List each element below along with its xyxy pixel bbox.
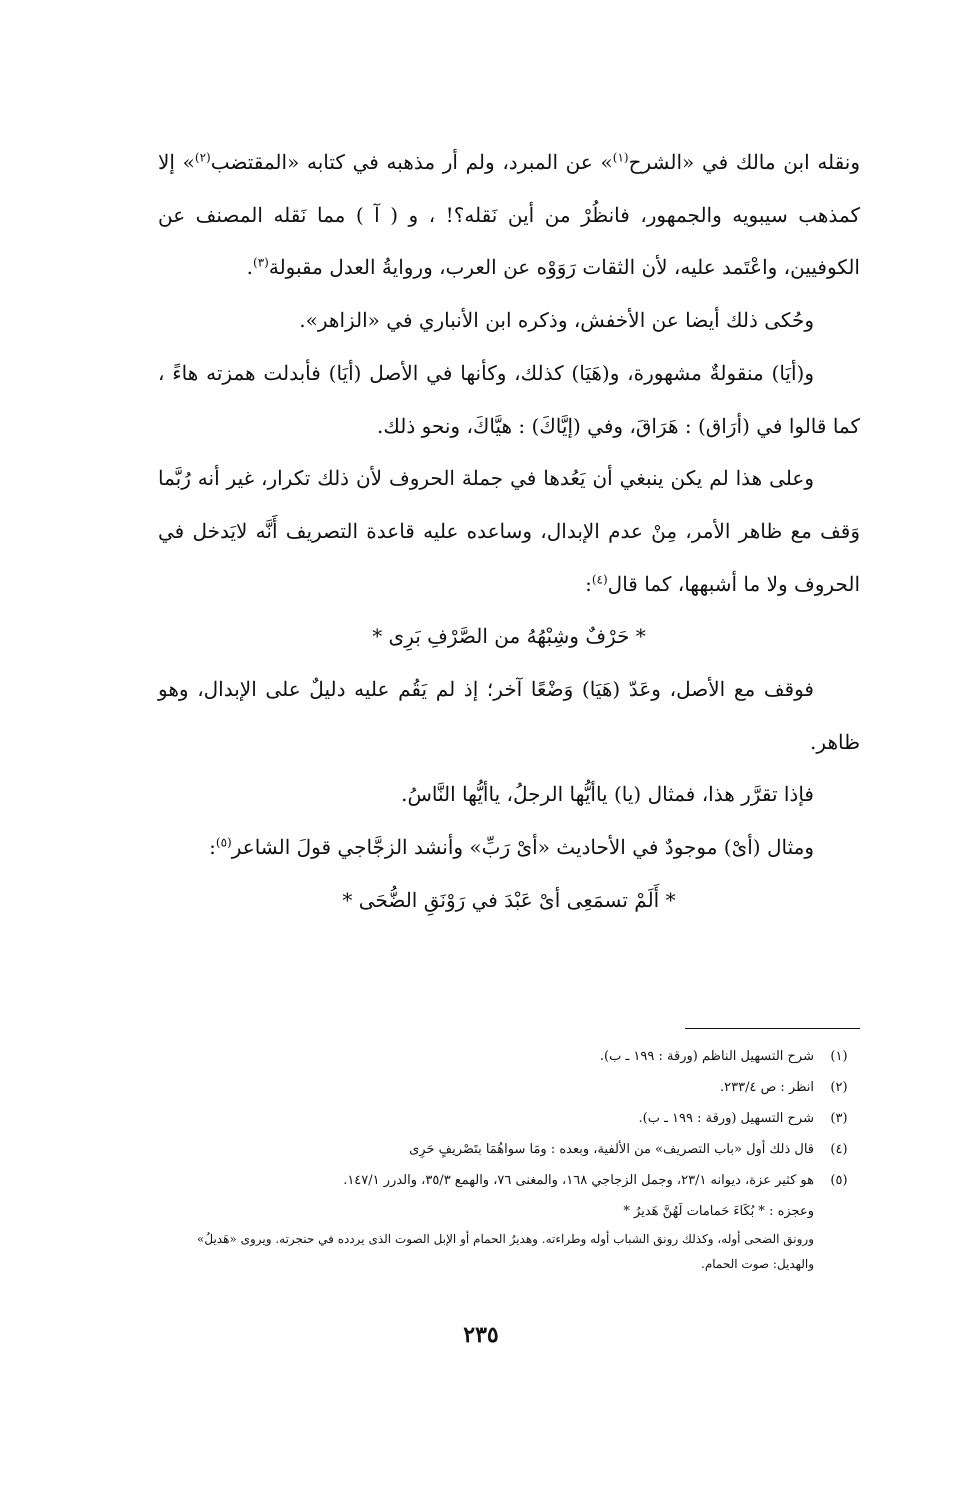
- footnote-number: (٥): [830, 1173, 848, 1188]
- text-span: » عن المبرد، ولم أر مذهبه في كتابه «المقتضب: [210, 150, 613, 174]
- footnote-3: [158, 1103, 864, 1134]
- footnote-1: [158, 1041, 864, 1072]
- footnote-5-hemistich: وعجزه : * بُكَاءَ حَمامات لَهُنَّ هَديرُ *: [623, 1204, 814, 1219]
- footnote-4: [158, 1134, 864, 1165]
- verse-1: * حَرْفٌ وشِبْهُهُ من الصَّرْفِ بَرِى *: [372, 624, 646, 649]
- footnote-ref-3: (٣): [253, 255, 269, 270]
- verse-2: * أَلَمْ تسمَعِى أىْ عَبْدَ في رَوْنَقِ الضُّحَى *: [342, 887, 676, 912]
- footnote-text: هو كثير عزة، ديوانه ٢٣/١، وجمل الزجاجي ١٦٨، والمغنى ٧٦، والهمع ٣٥/٣، والدرر ١٤٧/١.: [343, 1173, 814, 1188]
- text-span: ومثال (أىْ) موجودٌ في الأحاديث «أىْ رَبِّ» وأنشد الزجَّاجي قولَ الشاعر: [231, 835, 814, 860]
- footnote-ref-4: (٤): [591, 571, 608, 586]
- footnote-5: [158, 1165, 864, 1196]
- text-span: وعلى هذا لم يكن ينبغي أن يَعُدها في جملة الحروف لأن ذلك تكرار، غير أنه رُبَّما وَقف مع ظاهر الأمر، مِنْ عدم الإبدال، وساعده عليه قاعدة التصريف أَنَّه لايَدخل في الحروف ولا ما أشبهها، كما قال: [158, 466, 860, 596]
- text-span: :: [585, 571, 592, 596]
- paragraph-2: وحُكى ذلك أيضا عن الأخفش، وذكره ابن الأنباري في «الزاهر».: [299, 308, 814, 333]
- paragraph-3: و(أيَا) منقولةٌ مشهورة، و(هَيَا) كذلك، وكأنها في الأصل (أيَا) فأبدلت همزته هاءً ، كما قالوا في (أرَاق) : هَرَاقَ، وفي (إيَّاكَ) : هيَّاكَ، ونحو ذلك.: [158, 360, 860, 438]
- footnote-ref-1: (١): [612, 150, 629, 165]
- text-span: » إلا كمذهب سيبويه والجمهور، فانظُرْ من أين نَقله؟! ، و ( آ ) مما نَقله المصنف عن الكوفيين، واعْتَمد عليه، لأن الثقات رَوَوْه عن العرب، وروايةُ العدل مقبولة: [158, 150, 860, 280]
- footnote-text: قال ذلك أول «باب التصريف» من الألفية، وبعده : ومَا سواهُمَا بتَصْريفٍ حَرِى: [409, 1142, 814, 1157]
- text-span: :: [209, 835, 216, 860]
- footnote-number: (٣): [830, 1111, 848, 1126]
- footnote-number: (٢): [830, 1080, 848, 1095]
- footnote-2: [158, 1072, 864, 1103]
- footnote-number: (١): [830, 1049, 848, 1064]
- page-number: ٢٣٥: [463, 1322, 499, 1348]
- footnote-ref-5: (٥): [215, 835, 232, 850]
- paragraph-7: [158, 821, 860, 874]
- footnote-ref-2: (٢): [194, 150, 211, 165]
- footnote-text: شرح التسهيل الناظم (ورقة : ١٩٩ ـ ب).: [599, 1049, 814, 1064]
- main-text: [158, 136, 860, 927]
- footnote-separator: [685, 1028, 860, 1029]
- text-span: .: [246, 255, 254, 280]
- paragraph-1: [158, 136, 860, 294]
- footnote-number: (٤): [830, 1142, 848, 1157]
- paragraph-5: فوقف مع الأصل، وعَدّ (هَيَا) وَضْعًا آخر؛ إذ لم يَقُم عليه دليلٌ على الإبدال، وهو ظاهر.: [158, 677, 860, 754]
- footnote-text: انظر : ص ٢٣٣/٤.: [719, 1080, 814, 1095]
- paragraph-6: فإذا تقرَّر هذا، فمثال (يا) ياأيُّها الرجلُ، ياأيُّها النَّاسُ.: [401, 782, 814, 807]
- paragraph-4: [158, 452, 860, 610]
- text-span: ونقله ابن مالك في «الشرح: [628, 150, 861, 174]
- footnote-text: شرح التسهيل (ورقة : ١٩٩ ـ ب).: [638, 1111, 814, 1126]
- footnote-5-note: ورونق الضحى أوله، وكذلك رونق الشباب أوله وطراءته. وهديرُ الحمام أو الإبل الصوت الذى يردده في حنجرته. ويروى «هَديلُ» والهديل: صوت الحمام.: [197, 1232, 814, 1271]
- footnotes: [158, 1041, 864, 1277]
